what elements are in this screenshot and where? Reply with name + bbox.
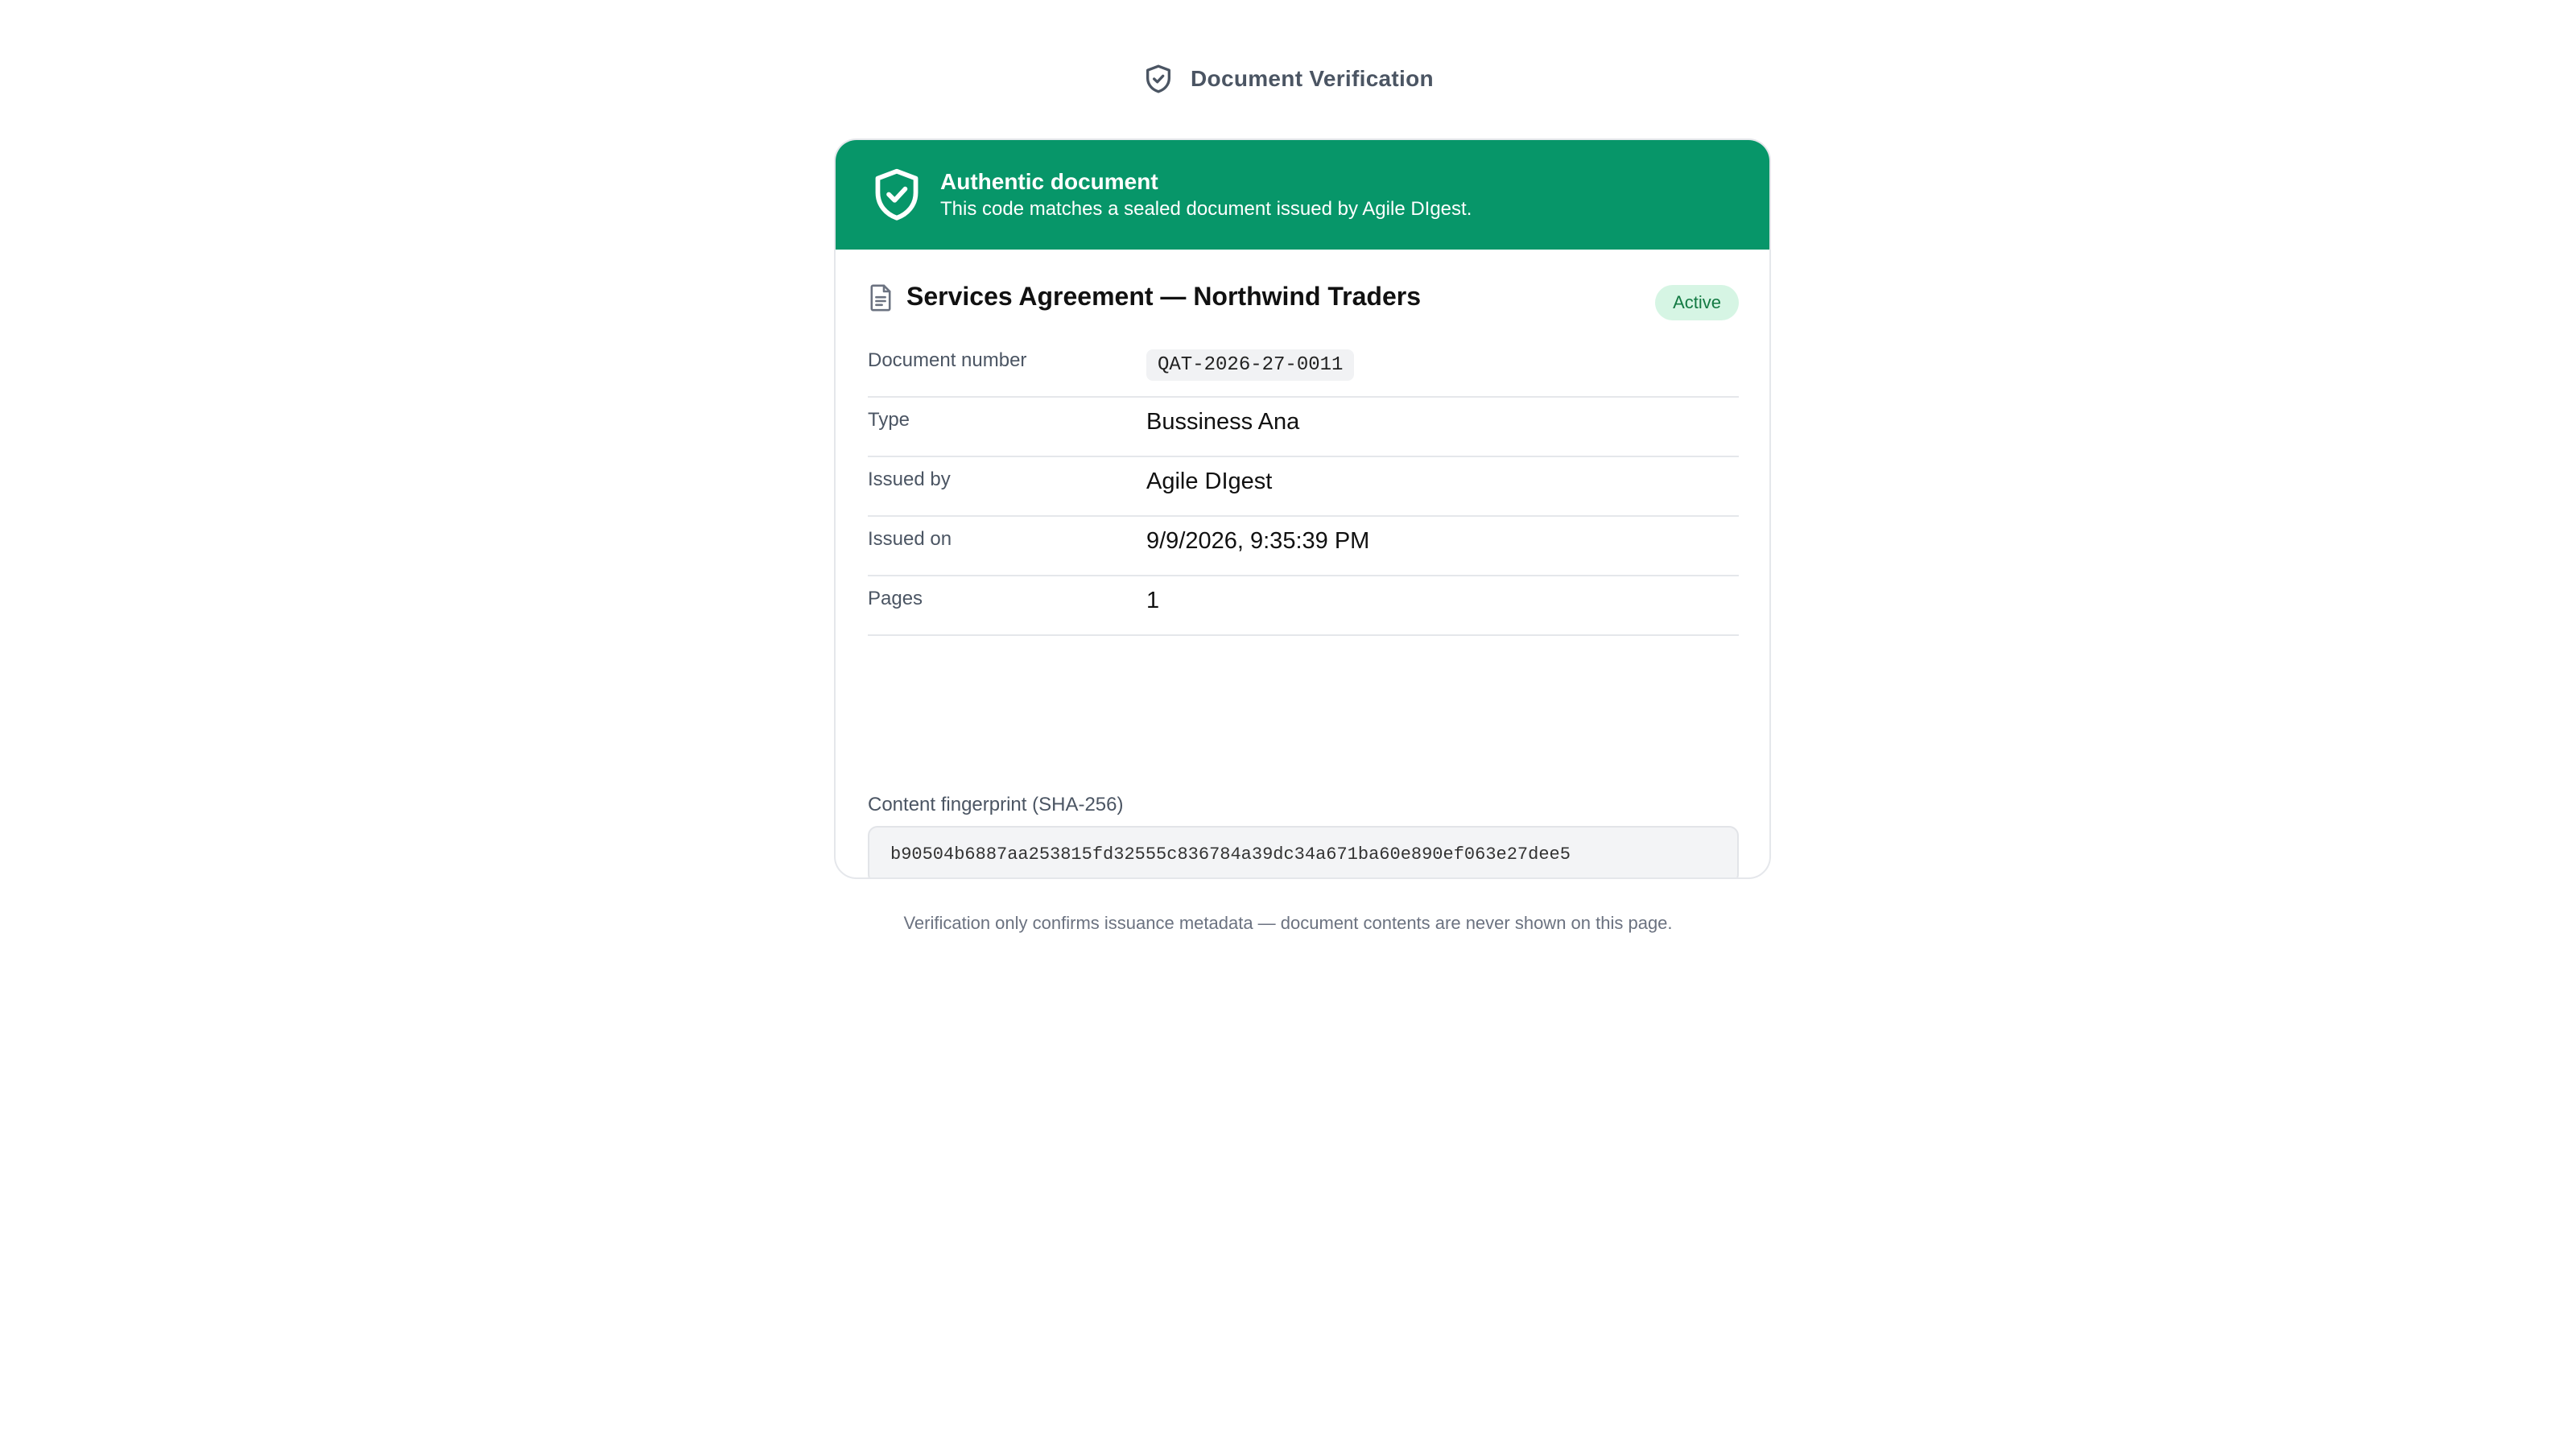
detail-label: Issued by — [868, 469, 951, 490]
status-badge: Active — [1655, 285, 1739, 320]
shield-check-icon — [871, 167, 923, 222]
banner-title: Authentic document — [940, 169, 1158, 194]
detail-label: Issued on — [868, 528, 952, 550]
detail-row-pages — [868, 576, 1739, 636]
detail-value: 1 — [1146, 588, 1160, 613]
details-list — [868, 338, 1739, 636]
document-header — [868, 274, 1739, 322]
detail-row-type — [868, 398, 1739, 457]
detail-value: Bussiness Ana — [1146, 409, 1300, 435]
detail-row-document-number — [868, 338, 1739, 398]
footer-note: Verification only confirms issuance metadata — document contents are never shown on this page. — [903, 913, 1673, 933]
fingerprint-label: Content fingerprint (SHA-256) — [868, 794, 1124, 815]
detail-label: Type — [868, 409, 910, 431]
fingerprint-hash[interactable]: b90504b6887aa253815fd32555c836784a39dc34a671ba60e890ef063e27dee5 — [868, 826, 1739, 879]
page-header — [0, 63, 2576, 95]
document-number-code: QAT-2026-27-0011 — [1146, 349, 1354, 381]
banner-subtitle: This code matches a sealed document issued by Agile DIgest. — [940, 198, 1472, 220]
detail-label: Pages — [868, 588, 923, 609]
authentic-banner — [836, 140, 1769, 250]
detail-value: Agile DIgest — [1146, 469, 1273, 494]
verification-card — [834, 138, 1771, 879]
detail-row-issued-by — [868, 457, 1739, 517]
shield-check-icon — [1142, 63, 1174, 95]
page-title: Document Verification — [1191, 66, 1434, 91]
document-title: Services Agreement — Northwind Traders — [906, 282, 1422, 311]
detail-label: Document number — [868, 349, 1027, 371]
detail-row-issued-on — [868, 517, 1739, 576]
detail-value: 9/9/2026, 9:35:39 PM — [1146, 528, 1370, 554]
document-icon — [868, 283, 894, 312]
